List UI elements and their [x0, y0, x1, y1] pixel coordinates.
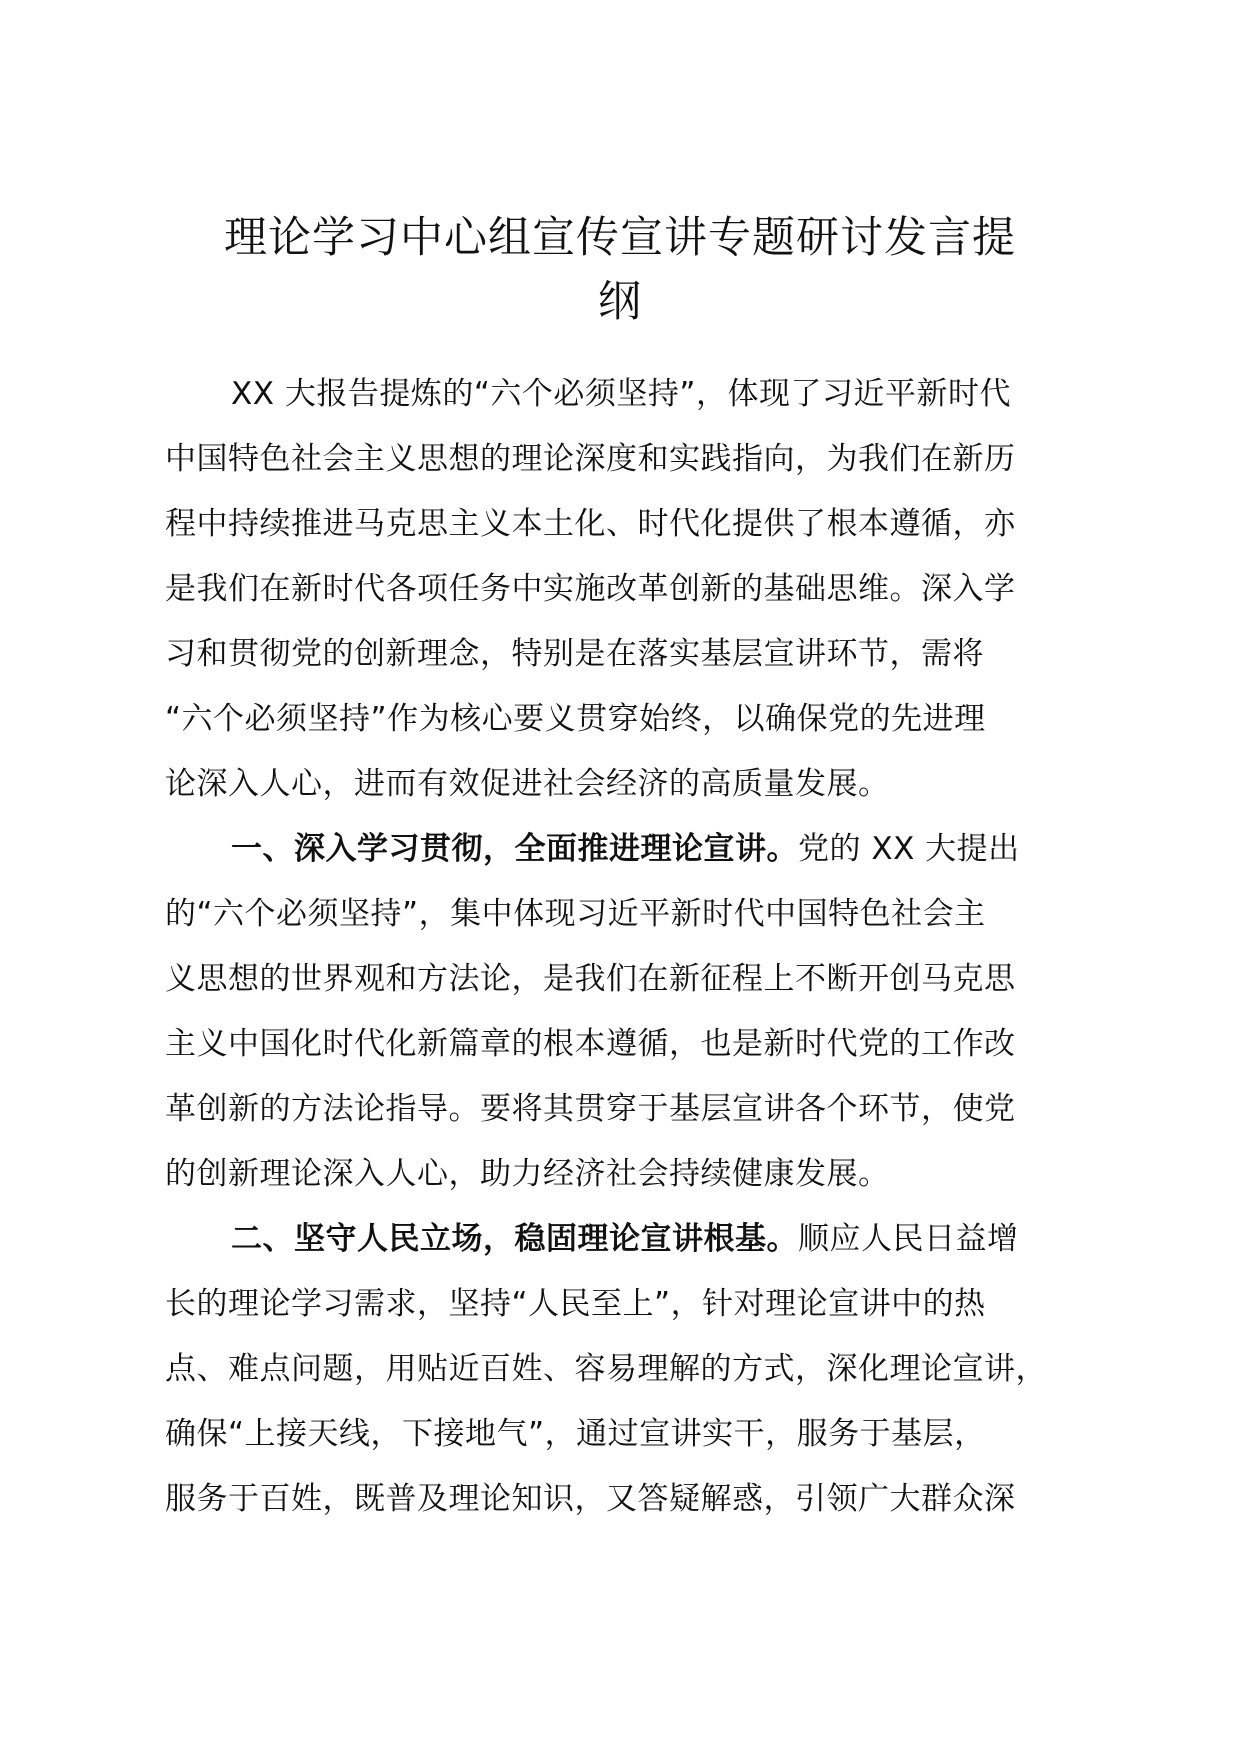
text-line: 论深入人心，进而有效促进社会经济的高质量发展。	[165, 766, 890, 802]
text-line: 革创新的方法论指导。要将其贯穿于基层宣讲各个环节，使党	[165, 1091, 1016, 1127]
text-line: 服务于百姓，既普及理论知识，又答疑解惑，引领广大群众深	[165, 1481, 1016, 1517]
text-line: XX 大报告提炼的“六个必须坚持”，体现了习近平新时代	[231, 376, 1011, 412]
text-line: 长的理论学习需求，坚持“人民至上”，针对理论宣讲中的热	[165, 1286, 986, 1322]
text-line: 主义中国化时代化新篇章的根本遵循，也是新时代党的工作改	[165, 1026, 1016, 1062]
text-line: 义思想的世界观和方法论，是我们在新征程上不断开创马克思	[165, 961, 1016, 997]
document-title	[150, 206, 1090, 334]
document-body	[165, 362, 1095, 1532]
text-line	[165, 817, 1095, 882]
text-line: 习和贯彻党的创新理念，特别是在落实基层宣讲环节，需将	[165, 636, 984, 672]
text-line: 的“六个必须坚持”，集中体现习近平新时代中国特色社会主	[165, 896, 986, 932]
text-line: 确保“上接天线，下接地气”，通过宣讲实干，服务于基层，	[165, 1416, 986, 1452]
title-line: 理论学习中心组宣传宣讲专题研讨发言提	[224, 213, 1016, 263]
paragraph-section-one	[165, 817, 1095, 1207]
text-line	[165, 1207, 1095, 1272]
text-run: 顺应人民日益增	[798, 1221, 1019, 1257]
section-heading: 一、深入学习贯彻，全面推进理论宣讲。	[231, 831, 798, 867]
text-line: “六个必须坚持”作为核心要义贯穿始终，以确保党的先进理	[165, 701, 986, 737]
text-line: 点、难点问题，用贴近百姓、容易理解的方式，深化理论宣讲，	[165, 1351, 1047, 1387]
text-line: 中国特色社会主义思想的理论深度和实践指向，为我们在新历	[165, 441, 1016, 477]
text-line: 的创新理论深入人心，助力经济社会持续健康发展。	[165, 1156, 890, 1192]
text-run: 党的 XX 大提出	[798, 831, 1020, 867]
text-line: 程中持续推进马克思主义本土化、时代化提供了根本遵循，亦	[165, 506, 1016, 542]
text-line: 是我们在新时代各项任务中实施改革创新的基础思维。深入学	[165, 571, 1016, 607]
paragraph-section-two	[165, 1207, 1095, 1532]
section-heading: 二、坚守人民立场，稳固理论宣讲根基。	[231, 1221, 798, 1257]
title-line: 纲	[598, 277, 642, 327]
paragraph-intro	[165, 362, 1095, 817]
